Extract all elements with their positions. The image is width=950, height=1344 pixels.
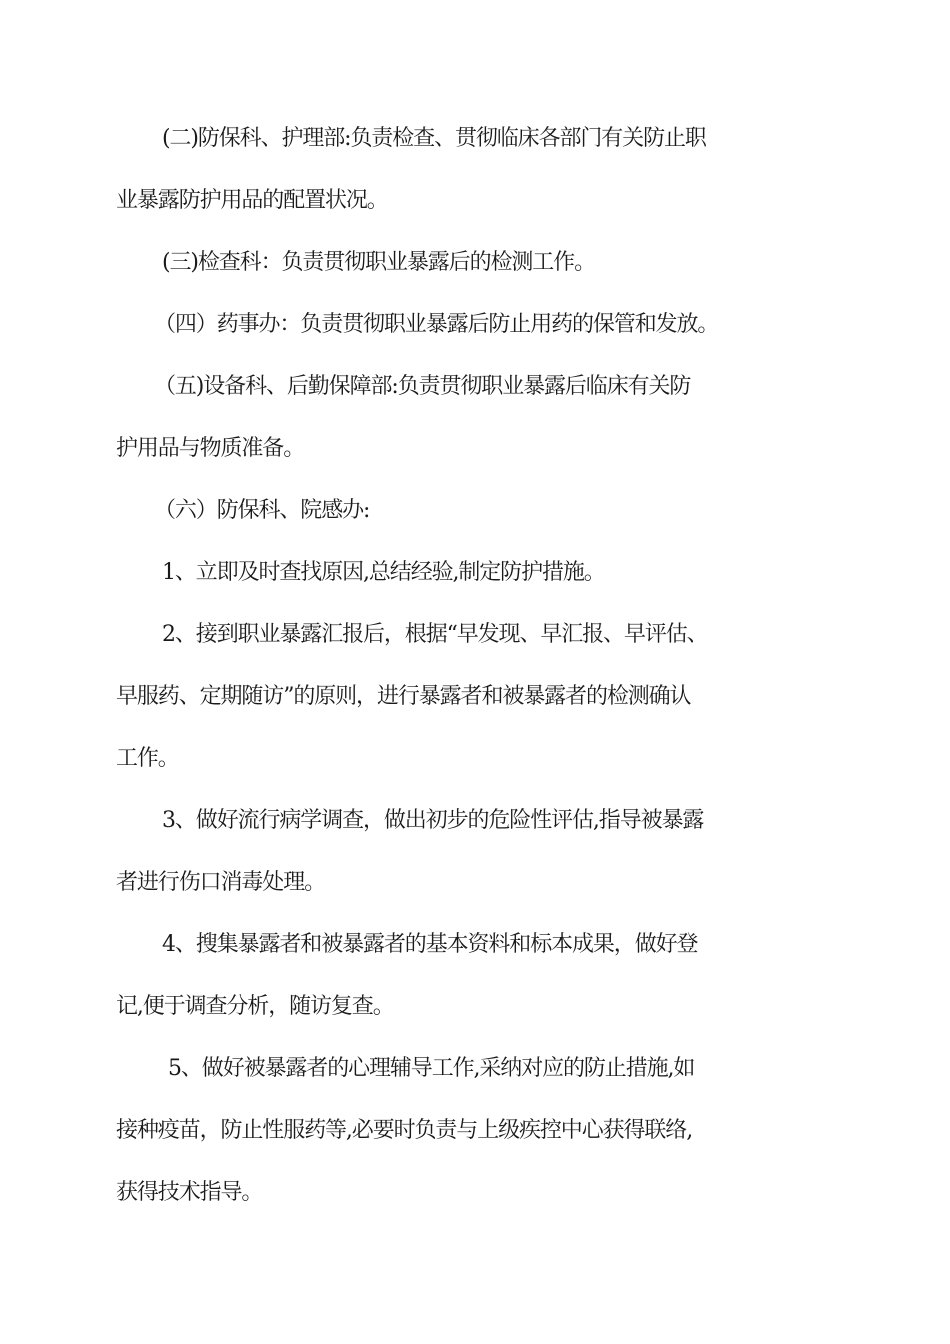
paragraph-line: 获得技术指导。 bbox=[116, 1180, 263, 1205]
paragraph-line: 护用品与物质准备。 bbox=[116, 436, 305, 461]
paragraph-line: （四）药事办：负责贯彻职业暴露后防止用药的保管和发放。 bbox=[154, 312, 719, 337]
paragraph-line: 2、接到职业暴露汇报后，根据“早发现、早汇报、早评估、 bbox=[162, 622, 708, 647]
paragraph-line: 3、做好流行病学调查，做出初步的危险性评估,指导被暴露 bbox=[162, 808, 704, 833]
paragraph-line: 5、做好被暴露者的心理辅导工作,采纳对应的防止措施,如 bbox=[168, 1056, 695, 1081]
paragraph-line: (二)防保科、护理部:负责检查、贯彻临床各部门有关防止职 bbox=[162, 126, 706, 151]
paragraph-line: (三)检查科：负责贯彻职业暴露后的检测工作。 bbox=[162, 250, 595, 275]
paragraph-line: 早服药、定期随访”的原则，进行暴露者和被暴露者的检测确认 bbox=[116, 684, 691, 709]
paragraph-line: 业暴露防护用品的配置状况。 bbox=[116, 188, 388, 213]
paragraph-line: 记,便于调查分析，随访复查。 bbox=[116, 994, 394, 1019]
paragraph-line: 4、搜集暴露者和被暴露者的基本资料和标本成果，做好登 bbox=[162, 932, 698, 957]
paragraph-line: 者进行伤口消毒处理。 bbox=[116, 870, 326, 895]
paragraph-line: 接种疫苗，防止性服药等,必要时负责与上级疾控中心获得联络, bbox=[116, 1118, 693, 1143]
paragraph-line: （五)设备科、后勤保障部:负责贯彻职业暴露后临床有关防 bbox=[154, 374, 691, 399]
paragraph-line: （六）防保科、院感办: bbox=[154, 498, 370, 523]
paragraph-line: 工作。 bbox=[116, 746, 179, 771]
paragraph-line: 1、立即及时查找原因,总结经验,制定防护措施。 bbox=[162, 560, 605, 585]
